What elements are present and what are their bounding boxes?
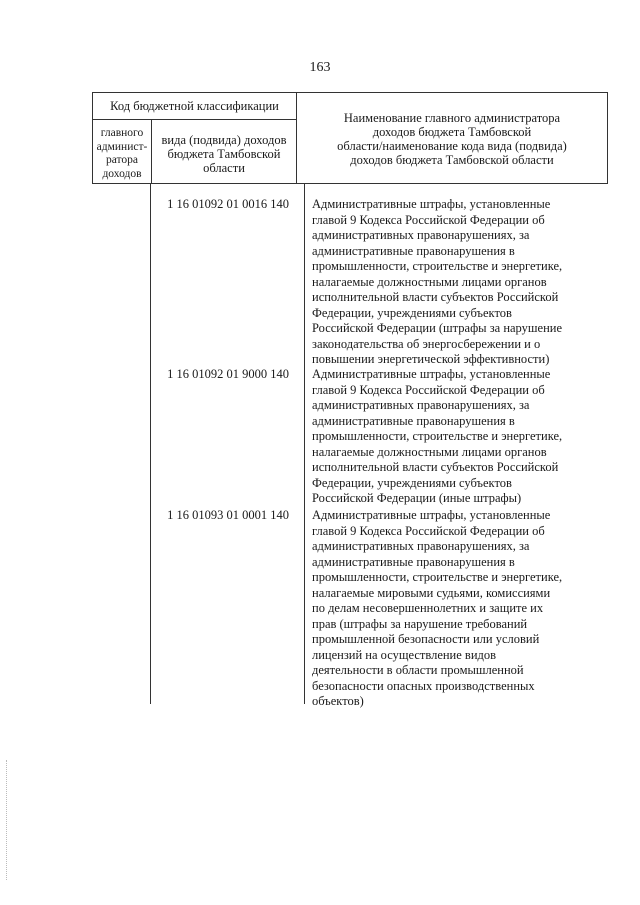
row-name: Административные штрафы, установленные главой 9 Кодекса Российской Федерации об административных правонарушениях, за административные правонарушения в промышленности, строительстве и энергетике, налагаемые должностными лицами органов исполнительной власти субъектов Российской Федерации, учреждениями субъектов Российской Федерации (штрафы за нарушение законодательства об энергосбережении и о повышении энергетической эффективности) <box>312 197 563 366</box>
header-col-admin: главного админист- ратора доходов <box>96 127 148 180</box>
row-code: 1 16 01092 01 0016 140 <box>167 197 289 211</box>
margin-scan-mark <box>6 760 8 880</box>
row-code: 1 16 01093 01 0001 140 <box>167 508 289 522</box>
body-divider-right <box>304 184 305 704</box>
body-divider-left <box>150 184 151 704</box>
header-divider-group <box>93 119 297 120</box>
table-header <box>92 92 608 184</box>
row-name: Административные штрафы, установленные главой 9 Кодекса Российской Федерации об административных правонарушениях, за административные правонарушения в промышленности, строительстве и энергетике, налагаемые мировыми судьями, комиссиями по делам несовершеннолетних и защите их прав (штрафы за нарушение требований промышленной безопасности или условий лицензий на осуществление видов деятельности в области промышленной безопасности опасных производственных объектов) <box>312 508 563 708</box>
page-number: 163 <box>309 60 331 75</box>
header-group-title: Код бюджетной классификации <box>110 99 279 113</box>
header-col-code: вида (подвида) доходов бюджета Тамбовской области <box>161 133 287 175</box>
row-name: Административные штрафы, установленные главой 9 Кодекса Российской Федерации об административных правонарушениях, за административные правонарушения в промышленности, строительстве и энергетике, налагаемые должностными лицами органов исполнительной власти субъектов Российской Федерации, учреждениями субъектов Российской Федерации (иные штрафы) <box>312 367 563 505</box>
row-code: 1 16 01092 01 9000 140 <box>167 367 289 381</box>
header-col-name: Наименование главного администратора доходов бюджета Тамбовской области/наименование кода вида (подвида) доходов бюджета Тамбовской области <box>337 111 567 167</box>
